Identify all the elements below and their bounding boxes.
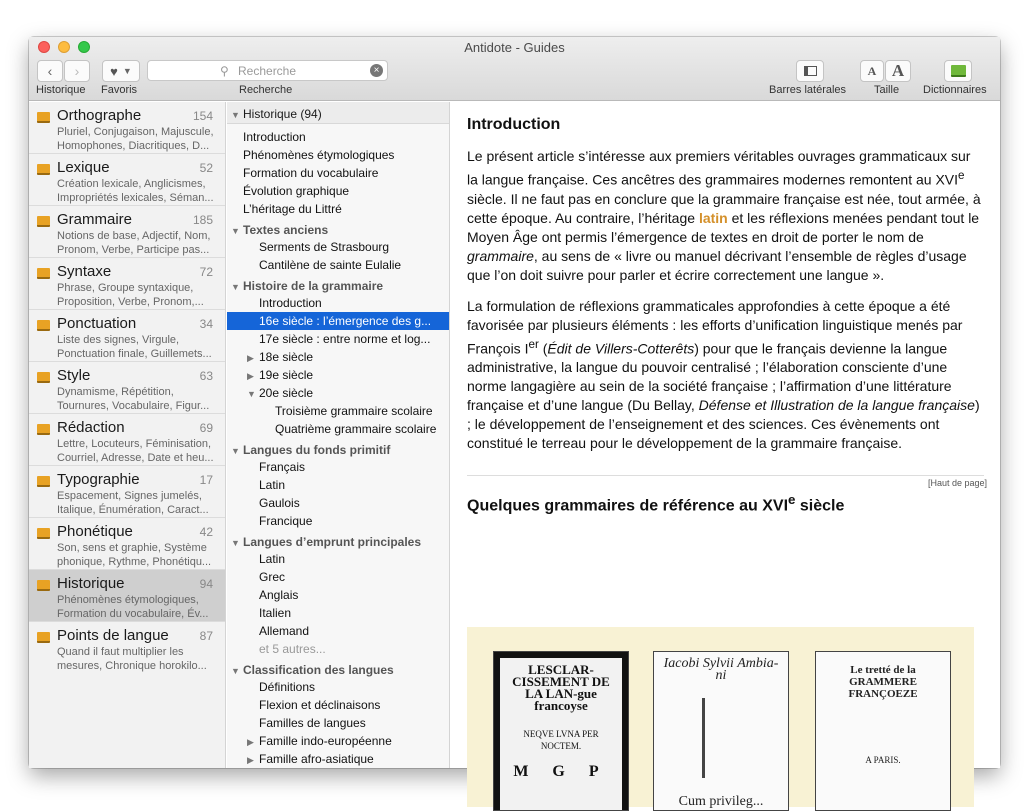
toc-item-label: Famille afro-asiatique xyxy=(259,752,374,766)
text: ) ; le développement de l’enseignement et des sciences. Ces évènements ont constitué le terreau pour le développement de la grammaire française. xyxy=(467,397,980,452)
emphasis: Édit de Villers-Cotterêts xyxy=(547,340,695,357)
chevron-left-icon: ‹ xyxy=(47,63,53,79)
category-count: 52 xyxy=(199,161,213,175)
cover-text: Cum privileg... xyxy=(678,794,764,809)
heart-icon: ♥ xyxy=(110,63,118,79)
category-desc: Italique, Énumération, Caract... xyxy=(57,504,209,516)
toc-section-label: Textes anciens xyxy=(243,223,329,237)
toc-header[interactable] xyxy=(227,102,449,124)
toc-item[interactable]: Introduction xyxy=(243,130,306,144)
toc-section[interactable] xyxy=(227,658,449,678)
category-count: 87 xyxy=(199,629,213,643)
text: ) pour que le français devienne la langue administrative, la langue du pouvoir centralisé ; l’élaboration consciente d’une norme langagière au sein de la société française ; l’affirmation d’une littérature française et d’une langue (Du Bellay, xyxy=(467,340,952,414)
toc-section-label: Histoire de la grammaire xyxy=(243,279,384,293)
toc-item[interactable]: Formation du vocabulaire xyxy=(243,166,379,180)
text-size-large-icon: A xyxy=(891,61,905,80)
text: Le présent article s’intéresse aux premiers véritables ouvrages grammaticaux sur la langue française. Ces ancêtres des grammaires modernes remontent au XVI xyxy=(467,148,971,188)
disclosure-down-icon: ▼ xyxy=(231,226,240,236)
toc-section-label: Langues du fonds primitif xyxy=(243,443,391,457)
disclosure-down-icon: ▼ xyxy=(231,538,240,548)
toc-section-label: Langues d’emprunt principales xyxy=(243,535,422,549)
category-desc: Création lexicale, Anglicismes, xyxy=(57,178,206,190)
disclosure-down-icon: ▼ xyxy=(231,110,240,120)
category-desc: Liste des signes, Virgule, xyxy=(57,334,180,346)
category-count: 63 xyxy=(199,369,213,383)
toc-item-label: 19e siècle xyxy=(259,368,314,382)
toc-item[interactable]: Allemand xyxy=(259,624,310,638)
disclosure-down-icon: ▼ xyxy=(231,446,240,456)
toc-item[interactable]: Troisième grammaire scolaire xyxy=(275,404,433,418)
chevron-right-icon: › xyxy=(74,63,80,79)
cover-text: M G P xyxy=(513,763,609,780)
text-size-small-icon: A xyxy=(867,63,877,78)
category-desc: Proposition, Verbe, Pronom,... xyxy=(57,296,204,308)
disclosure-right-icon: ▶ xyxy=(247,737,254,747)
category-count: 185 xyxy=(192,213,213,227)
toc-item[interactable]: Familles de langues xyxy=(259,716,366,730)
category-desc: Pluriel, Conjugaison, Majuscule, xyxy=(57,126,214,138)
toc-item-label: 20e siècle xyxy=(259,386,314,400)
superscript: e xyxy=(788,492,796,508)
forward-button[interactable] xyxy=(64,60,90,82)
cover-text: A PARIS. xyxy=(865,755,901,765)
toc-item[interactable] xyxy=(227,384,449,402)
category-item-syntaxe[interactable] xyxy=(29,258,225,310)
category-count: 154 xyxy=(192,109,213,123)
toc-item[interactable] xyxy=(227,750,449,768)
disclosure-right-icon: ▶ xyxy=(247,353,254,363)
toc-item[interactable] xyxy=(227,348,449,366)
category-desc: Pronom, Verbe, Participe pas... xyxy=(57,244,210,256)
disclosure-down-icon: ▼ xyxy=(231,666,240,676)
favorites-label: Favoris xyxy=(101,84,138,96)
book-cover-image[interactable] xyxy=(815,651,951,811)
book-cover-image[interactable] xyxy=(493,651,629,811)
category-desc: Tournures, Vocabulaire, Figur... xyxy=(57,400,210,412)
toc-item[interactable]: L’héritage du Littré xyxy=(243,202,342,216)
paragraph-2 xyxy=(467,297,984,454)
cover-text: Iacobi Sylvii Ambia-ni xyxy=(663,656,779,683)
toc-item[interactable]: Introduction xyxy=(259,296,322,310)
category-count: 69 xyxy=(199,421,213,435)
chevron-down-icon: ▼ xyxy=(122,66,132,76)
toc-item[interactable]: Flexion et déclinaisons xyxy=(259,698,381,712)
category-name: Orthographe xyxy=(57,107,142,124)
dictionary-book-icon xyxy=(951,65,966,77)
category-desc: Formation du vocabulaire, Év... xyxy=(57,608,209,620)
category-name: Syntaxe xyxy=(57,263,112,280)
category-desc: Impropriétés lexicales, Séman... xyxy=(57,192,214,204)
category-name: Style xyxy=(57,367,91,384)
keyword-link-latin[interactable]: latin xyxy=(698,209,728,226)
category-count: 17 xyxy=(199,473,213,487)
category-count: 42 xyxy=(199,525,213,539)
disclosure-down-icon: ▼ xyxy=(231,282,240,292)
search-label: Recherche xyxy=(239,84,293,96)
text-smaller-button[interactable] xyxy=(860,60,884,82)
toc-list xyxy=(227,124,449,768)
category-item-grammaire[interactable] xyxy=(29,206,225,258)
toc-item[interactable]: Serments de Strasbourg xyxy=(259,240,390,254)
category-desc: Phénomènes étymologiques, xyxy=(57,594,199,606)
cover-text: NEQVE LVNA PER NOCTEM. xyxy=(523,729,599,751)
category-item-points-de-langue[interactable] xyxy=(29,622,225,674)
toc-item[interactable]: Latin xyxy=(259,478,286,492)
disclosure-right-icon: ▶ xyxy=(247,755,254,765)
clear-search-icon[interactable]: × xyxy=(370,64,383,77)
category-name: Ponctuation xyxy=(57,315,137,332)
category-item-redaction[interactable] xyxy=(29,414,225,466)
toc-section[interactable] xyxy=(227,530,449,550)
book-covers-figure xyxy=(467,627,974,807)
toc-item-label: Famille indo-européenne xyxy=(259,734,392,748)
article xyxy=(451,102,1000,516)
text: et les réflexions menées pendant tout le Moyen Âge ont permis l’émergence de textes en droit de porter le nom de xyxy=(467,209,980,245)
toc-item[interactable]: Phénomènes étymologiques xyxy=(243,148,395,162)
toc-item[interactable] xyxy=(227,732,449,750)
toolbar xyxy=(29,37,1000,101)
category-name: Historique xyxy=(57,575,125,592)
text: ( xyxy=(538,340,548,357)
category-count: 34 xyxy=(199,317,213,331)
toc-item-selected[interactable]: 16e siècle : l’émergence des g... xyxy=(227,312,449,330)
category-desc: mesures, Chronique horokilo... xyxy=(57,660,207,672)
book-cover-image[interactable] xyxy=(653,651,789,811)
tree-illustration xyxy=(702,698,742,778)
toc-item[interactable]: 17e siècle : entre norme et log... xyxy=(259,332,431,346)
superscript: e xyxy=(958,169,965,182)
cover-text: LESCLAR-CISSEMENT DE LA LAN-gue francoyse xyxy=(512,662,610,713)
top-of-page-link[interactable]: [Haut de page] xyxy=(927,478,987,489)
book-icon xyxy=(37,632,50,643)
search-icon: ⚲ xyxy=(220,64,229,78)
category-item-lexique[interactable] xyxy=(29,154,225,206)
category-name: Typographie xyxy=(57,471,140,488)
category-desc: Phrase, Groupe syntaxique, xyxy=(57,282,194,294)
category-item-historique[interactable] xyxy=(29,570,225,622)
sidebars-button[interactable] xyxy=(796,60,824,82)
disclosure-down-icon: ▼ xyxy=(247,389,256,399)
category-item-ponctuation[interactable] xyxy=(29,310,225,362)
toc-item[interactable]: Français xyxy=(259,460,306,474)
text: Quelques grammaires de référence au XVI xyxy=(467,497,789,515)
window-title: Antidote - Guides xyxy=(464,40,565,55)
category-desc: Courriel, Adresse, Date et heu... xyxy=(57,452,214,464)
toc-item[interactable]: Évolution graphique xyxy=(243,184,350,198)
toc-item[interactable]: Gaulois xyxy=(259,496,300,510)
text: siècle xyxy=(795,497,845,515)
emphasis: Défense et Illustration de la langue française xyxy=(698,397,975,414)
toc-item[interactable]: Quatrième grammaire scolaire xyxy=(275,422,437,436)
text-larger-button[interactable] xyxy=(885,60,911,82)
category-desc: Son, sens et graphie, Système xyxy=(57,542,207,554)
text: siècle. Il ne faut pas en conclure que la grammaire française est née, tout armée, à cette époque. Au contraire, l’héritage xyxy=(467,190,981,226)
book-icon xyxy=(37,424,50,435)
paragraph-1 xyxy=(467,147,984,285)
category-desc: Lettre, Locuteurs, Féminisation, xyxy=(57,438,212,450)
toc-item[interactable]: Définitions xyxy=(259,680,316,694)
category-name: Grammaire xyxy=(57,211,133,228)
category-name: Points de langue xyxy=(57,627,169,644)
book-icon xyxy=(37,268,50,279)
history-label: Historique xyxy=(36,84,86,96)
category-name: Phonétique xyxy=(57,523,133,540)
book-icon xyxy=(37,372,50,383)
category-desc: phonique, Rythme, Phonétiqu... xyxy=(57,556,212,568)
article-pane xyxy=(451,102,1000,809)
book-icon xyxy=(37,580,50,591)
dictionaries-label: Dictionnaires xyxy=(923,84,987,96)
toc-item[interactable]: Grec xyxy=(259,570,286,584)
toc-item[interactable] xyxy=(227,366,449,384)
search-placeholder: Recherche xyxy=(238,64,297,78)
category-desc: Ponctuation finale, Guillemets... xyxy=(57,348,212,360)
section-heading xyxy=(467,492,984,515)
app-window xyxy=(29,37,1000,809)
toc-item[interactable]: Latin xyxy=(259,552,286,566)
toc-item[interactable]: Italien xyxy=(259,606,292,620)
book-icon xyxy=(37,476,50,487)
dictionaries-button[interactable] xyxy=(944,60,972,82)
sidebar-icon xyxy=(804,66,817,76)
article-title: Introduction xyxy=(467,116,561,133)
toc-section[interactable] xyxy=(227,218,449,238)
cover-text: Le tretté de la GRAMMERE FRANÇOEZE xyxy=(848,664,918,700)
toc-item[interactable]: Francique xyxy=(259,514,313,528)
cover-page xyxy=(500,658,622,810)
category-desc: Notions de base, Adjectif, Nom, xyxy=(57,230,211,242)
category-item-phonetique[interactable] xyxy=(29,518,225,570)
category-desc: Dynamisme, Répétition, xyxy=(57,386,174,398)
category-item-orthographe[interactable] xyxy=(29,102,225,154)
category-name: Lexique xyxy=(57,159,110,176)
toc-header-label: Historique (94) xyxy=(243,107,322,121)
toc-more-link[interactable]: et 5 autres... xyxy=(259,642,326,656)
back-button[interactable] xyxy=(37,60,63,82)
book-icon xyxy=(37,164,50,175)
book-icon xyxy=(37,112,50,123)
category-item-style[interactable] xyxy=(29,362,225,414)
category-desc: Espacement, Signes jumelés, xyxy=(57,490,202,502)
emphasis: grammaire xyxy=(467,247,534,264)
category-name: Rédaction xyxy=(57,419,125,436)
sidebars-label: Barres latérales xyxy=(769,84,847,96)
text: La formulation de réflexions grammaticales approfondies à cette époque a été favorisée par plusieurs éléments : les efforts d’unification linguistique menés par François I xyxy=(467,297,963,357)
book-icon xyxy=(37,216,50,227)
size-label: Taille xyxy=(874,84,900,96)
category-item-typographie[interactable] xyxy=(29,466,225,518)
table-of-contents xyxy=(227,102,450,768)
toc-item-label: 18e siècle xyxy=(259,350,314,364)
search-input[interactable] xyxy=(147,60,388,81)
toc-section-label: Classification des langues xyxy=(243,663,394,677)
disclosure-right-icon: ▶ xyxy=(247,371,254,381)
book-icon xyxy=(37,528,50,539)
category-list xyxy=(29,102,226,768)
category-desc: Quand il faut multiplier les xyxy=(57,646,184,658)
book-icon xyxy=(37,320,50,331)
divider xyxy=(467,475,987,489)
superscript: er xyxy=(528,337,539,351)
toc-section[interactable] xyxy=(227,274,449,294)
favorites-button[interactable] xyxy=(102,60,140,82)
category-count: 94 xyxy=(199,577,213,591)
toc-item[interactable]: Cantilène de sainte Eulalie xyxy=(259,258,402,272)
category-desc: Homophones, Diacritiques, D... xyxy=(57,140,210,152)
toc-section[interactable] xyxy=(227,438,449,458)
toc-item[interactable]: Anglais xyxy=(259,588,299,602)
text: , au sens de « livre ou manuel décrivant l’ensemble de règles d’usage que l’on doit suivre pour parler et écrire correctement une langue ». xyxy=(467,247,967,283)
category-count: 72 xyxy=(199,265,213,279)
